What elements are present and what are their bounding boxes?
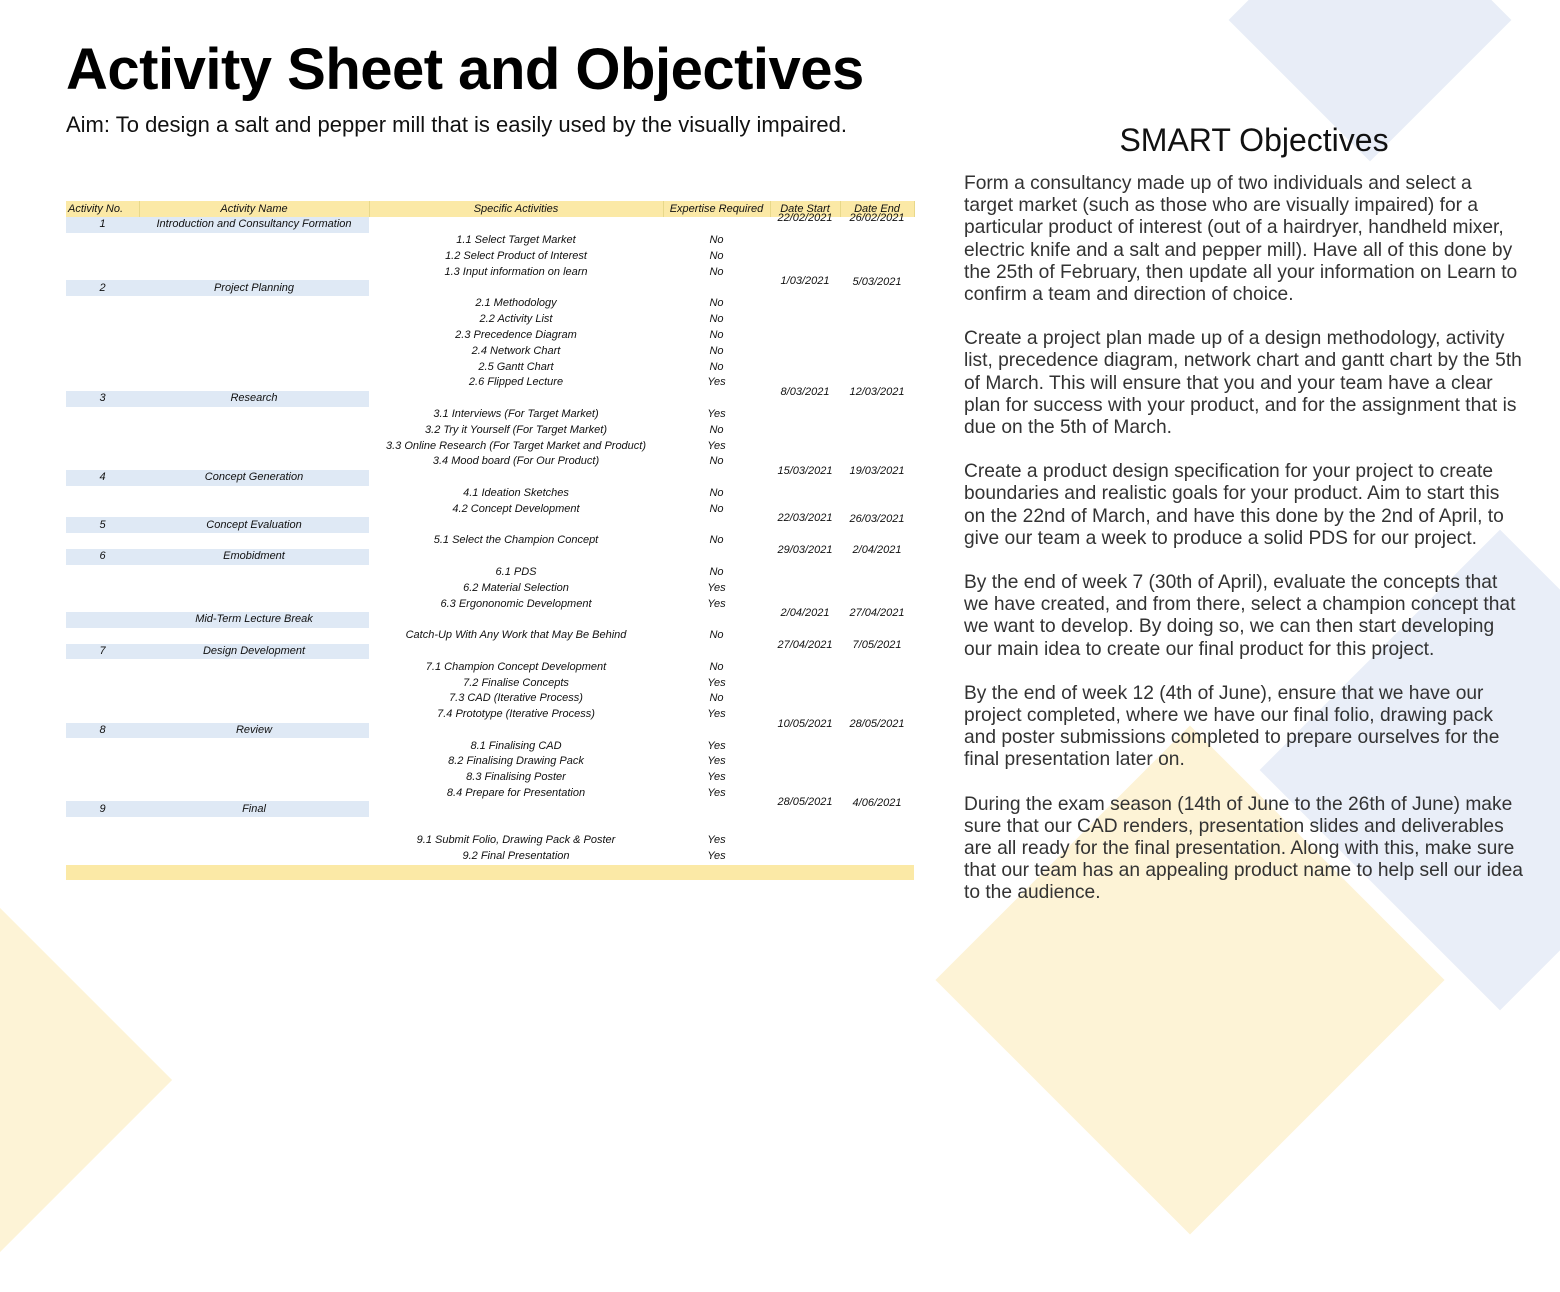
- task-expertise: Yes: [707, 439, 726, 452]
- aim-statement: Aim: To design a salt and pepper mill that is easily used by the visually impaired.: [66, 112, 847, 137]
- task-name: 1.2 Select Product of Interest: [445, 249, 587, 262]
- empty-cell: [139, 533, 369, 549]
- empty-cell: [66, 438, 139, 454]
- empty-cell: [770, 312, 840, 328]
- smart-heading: SMART Objectives: [1119, 122, 1389, 158]
- empty-cell: [139, 312, 369, 328]
- activity-name: Mid-Term Lecture Break: [139, 612, 369, 628]
- empty-cell: [663, 517, 770, 533]
- empty-cell: [139, 328, 369, 344]
- empty-cell: [66, 249, 139, 265]
- empty-cell: [139, 296, 369, 312]
- empty-cell: [770, 296, 840, 312]
- empty-cell: [139, 786, 369, 802]
- activity-table: [66, 201, 915, 865]
- task-name: 2.2 Activity List: [479, 313, 553, 326]
- empty-cell: [66, 628, 139, 644]
- task-row: [66, 659, 914, 675]
- empty-cell: [66, 659, 139, 675]
- empty-cell: [663, 549, 770, 565]
- empty-cell: [66, 565, 139, 581]
- activity-number: 6: [66, 549, 139, 565]
- task-name: 8.1 Finalising CAD: [470, 739, 562, 752]
- empty-cell: [840, 675, 914, 691]
- empty-cell: [66, 580, 139, 596]
- empty-cell: [840, 770, 914, 786]
- activity-row: [66, 644, 914, 660]
- task-expertise: No: [709, 565, 724, 578]
- date-end: 26/02/2021: [849, 212, 905, 225]
- task-expertise: Yes: [707, 834, 726, 847]
- empty-cell: [770, 422, 840, 438]
- activity-name: Introduction and Consultancy Formation: [139, 217, 369, 233]
- activity-name: Concept Generation: [139, 470, 369, 486]
- task-expertise: Yes: [707, 787, 726, 800]
- task-expertise: Yes: [707, 850, 726, 863]
- empty-cell: [770, 691, 840, 707]
- task-name: 8.4 Prepare for Presentation: [446, 787, 586, 800]
- empty-cell: [66, 786, 139, 802]
- task-name: 8.3 Finalising Poster: [466, 771, 566, 784]
- empty-cell: [770, 817, 840, 833]
- task-expertise: No: [709, 660, 724, 673]
- empty-cell: [840, 754, 914, 770]
- empty-cell: [663, 470, 770, 486]
- empty-cell: [66, 675, 139, 691]
- activity-name: Final: [139, 801, 369, 817]
- smart-paragraph: Create a product design specification for your project to create boundaries and realistic goals for your product. Aim to start this on the 22nd of March, and have this done by the 2nd of April, to give our team a week to produce a solid PDS for our project.: [964, 461, 1504, 549]
- activity-number: 3: [66, 391, 139, 407]
- task-name: 6.1 PDS: [495, 565, 537, 578]
- activity-sheet: [66, 201, 914, 880]
- date-end: 27/04/2021: [849, 607, 905, 620]
- empty-cell: [369, 723, 663, 739]
- empty-cell: [840, 422, 914, 438]
- task-expertise: Yes: [707, 739, 726, 752]
- header-activity-name: Activity Name: [139, 201, 369, 217]
- task-row: [66, 359, 914, 375]
- empty-cell: [139, 754, 369, 770]
- empty-cell: [840, 565, 914, 581]
- task-name: Catch-Up With Any Work that May Be Behind: [405, 629, 627, 642]
- empty-cell: [139, 849, 369, 865]
- empty-cell: [369, 817, 663, 833]
- activity-row: [66, 470, 914, 486]
- activity-name: Review: [139, 723, 369, 739]
- empty-cell: [139, 343, 369, 359]
- task-name: 1.1 Select Target Market: [456, 234, 576, 247]
- empty-cell: [139, 249, 369, 265]
- empty-cell: [66, 533, 139, 549]
- activity-row: [66, 217, 914, 233]
- task-expertise: No: [709, 629, 724, 642]
- activity-number: 1: [66, 217, 139, 233]
- empty-cell: [139, 628, 369, 644]
- empty-cell: [840, 233, 914, 249]
- activity-name: Project Planning: [139, 280, 369, 296]
- task-expertise: No: [709, 455, 724, 468]
- date-start: 10/05/2021: [777, 717, 833, 730]
- empty-cell: [369, 517, 663, 533]
- empty-cell: [66, 454, 139, 470]
- date-start: 27/04/2021: [777, 638, 833, 651]
- empty-cell: [139, 770, 369, 786]
- task-row: [66, 486, 914, 502]
- empty-cell: [840, 817, 914, 833]
- task-expertise: No: [709, 344, 724, 357]
- task-name: 7.2 Finalise Concepts: [463, 676, 569, 689]
- task-name: 7.4 Prototype (Iterative Process): [437, 708, 595, 721]
- task-name: 3.3 Online Research (For Target Market and Product): [385, 439, 647, 452]
- empty-cell: [66, 817, 139, 833]
- empty-cell: [139, 438, 369, 454]
- empty-cell: [663, 391, 770, 407]
- empty-cell: [770, 738, 840, 754]
- empty-cell: [139, 707, 369, 723]
- smart-paragraph: Form a consultancy made up of two individuals and select a target market (such as those who are visually impaired) for a particular product of interest (out of a hairdryer, handheld mixer, electric knife and a salt and pepper mill). Have all of this done by the 25th of February, then update all your information on Learn to confirm a team and direction of choice.: [964, 173, 1518, 306]
- activity-number: 4: [66, 470, 139, 486]
- empty-cell: [139, 454, 369, 470]
- empty-cell: [66, 501, 139, 517]
- empty-cell: [770, 675, 840, 691]
- empty-cell: [770, 233, 840, 249]
- date-start: 22/02/2021: [777, 212, 833, 224]
- date-end: 2/04/2021: [852, 544, 902, 557]
- empty-cell: [770, 343, 840, 359]
- empty-cell: [66, 691, 139, 707]
- task-name: 1.3 Input information on learn: [444, 265, 588, 278]
- smart-objectives-panel: [964, 122, 1524, 927]
- task-row: [66, 343, 914, 359]
- task-name: 3.4 Mood board (For Our Product): [432, 455, 600, 468]
- empty-cell: [66, 596, 139, 612]
- date-end: 7/05/2021: [852, 638, 902, 651]
- task-row: [66, 565, 914, 581]
- task-expertise: Yes: [707, 407, 726, 420]
- header-expertise-required: Expertise Required: [663, 201, 770, 217]
- empty-cell: [139, 580, 369, 596]
- task-name: 2.1 Methodology: [475, 297, 557, 310]
- empty-cell: [369, 280, 663, 296]
- date-end: 26/03/2021: [849, 512, 905, 525]
- empty-cell: [139, 691, 369, 707]
- task-row: [66, 296, 914, 312]
- task-name: 4.1 Ideation Sketches: [463, 486, 569, 499]
- task-name: 3.2 Try it Yourself (For Target Market): [425, 423, 607, 436]
- page-title: Activity Sheet and Objectives: [66, 37, 864, 102]
- activity-row: [66, 391, 914, 407]
- empty-cell: [139, 659, 369, 675]
- task-expertise: Yes: [707, 376, 726, 389]
- empty-cell: [139, 738, 369, 754]
- empty-cell: [66, 770, 139, 786]
- empty-cell: [66, 233, 139, 249]
- task-row: [66, 312, 914, 328]
- date-start: 22/03/2021: [777, 512, 833, 525]
- task-row: [66, 328, 914, 344]
- date-start: 1/03/2021: [780, 275, 830, 288]
- task-expertise: No: [709, 328, 724, 341]
- smart-paragraph: Create a project plan made up of a design methodology, activity list, precedence diagram, network chart and gantt chart by the 5th of March. This will ensure that you and your team have a clear plan for success with your product, and for the assignment that is due on the 5th of March.: [964, 328, 1522, 439]
- empty-cell: [840, 407, 914, 423]
- task-row: [66, 580, 914, 596]
- empty-cell: [840, 833, 914, 849]
- activity-number: [66, 612, 139, 628]
- empty-cell: [139, 501, 369, 517]
- empty-cell: [663, 280, 770, 296]
- empty-cell: [770, 849, 840, 865]
- task-name: 2.3 Precedence Diagram: [455, 328, 577, 341]
- task-row: [66, 754, 914, 770]
- task-name: 9.1 Submit Folio, Drawing Pack & Poster: [416, 834, 616, 847]
- task-name: 8.2 Finalising Drawing Pack: [448, 755, 584, 768]
- task-name: 2.6 Flipped Lecture: [468, 376, 564, 389]
- empty-cell: [369, 391, 663, 407]
- empty-cell: [663, 612, 770, 628]
- task-expertise: No: [709, 265, 724, 278]
- empty-cell: [770, 659, 840, 675]
- activity-row: [66, 723, 914, 739]
- empty-cell: [663, 817, 770, 833]
- task-row: [66, 738, 914, 754]
- activity-name: Research: [139, 391, 369, 407]
- empty-cell: [369, 612, 663, 628]
- smart-paragraph: During the exam season (14th of June to the 26th of June) make sure that our CAD renders, presentation slides and deliverables are all ready for the final presentation. Along with this, make sure that our team has an appealing product name to help sell our idea to the audience.: [964, 793, 1523, 904]
- task-expertise: Yes: [707, 676, 726, 689]
- activity-number: 5: [66, 517, 139, 533]
- task-name: 2.5 Gantt Chart: [478, 360, 554, 373]
- empty-cell: [139, 422, 369, 438]
- activity-row: [66, 549, 914, 565]
- activity-row: [66, 612, 914, 628]
- empty-cell: [770, 833, 840, 849]
- empty-cell: [770, 770, 840, 786]
- task-expertise: Yes: [707, 597, 726, 610]
- empty-cell: [770, 359, 840, 375]
- task-expertise: No: [709, 249, 724, 262]
- empty-cell: [66, 375, 139, 391]
- task-row: [66, 438, 914, 454]
- task-expertise: No: [709, 502, 724, 515]
- task-expertise: Yes: [707, 771, 726, 784]
- activity-number: 2: [66, 280, 139, 296]
- empty-cell: [663, 801, 770, 817]
- empty-cell: [840, 296, 914, 312]
- task-name: 5.1 Select the Champion Concept: [433, 534, 599, 547]
- activity-name: Design Development: [139, 644, 369, 660]
- empty-cell: [840, 691, 914, 707]
- date-start: 8/03/2021: [780, 385, 830, 398]
- empty-cell: [139, 565, 369, 581]
- task-name: 2.4 Network Chart: [471, 344, 561, 357]
- empty-cell: [66, 833, 139, 849]
- empty-cell: [66, 359, 139, 375]
- empty-cell: [840, 328, 914, 344]
- empty-cell: [66, 707, 139, 723]
- date-end: 4/06/2021: [852, 796, 902, 809]
- date-start: 29/03/2021: [777, 543, 833, 556]
- empty-cell: [66, 296, 139, 312]
- task-expertise: No: [709, 486, 724, 499]
- date-start: 15/03/2021: [777, 464, 833, 477]
- task-expertise: Yes: [707, 581, 726, 594]
- smart-paragraph: By the end of week 7 (30th of April), evaluate the concepts that we have created, and from there, select a champion concept that we want to develop. By doing so, we can then start developing our main idea to create our final product for this project.: [964, 572, 1516, 660]
- empty-cell: [66, 738, 139, 754]
- task-row: [66, 422, 914, 438]
- activity-table-body: [66, 212, 914, 865]
- empty-cell: [369, 470, 663, 486]
- empty-cell: [840, 580, 914, 596]
- task-row: [66, 691, 914, 707]
- empty-cell: [139, 375, 369, 391]
- activity-row: [66, 517, 914, 533]
- empty-cell: [770, 754, 840, 770]
- task-name: 6.2 Material Selection: [463, 581, 569, 594]
- empty-cell: [770, 249, 840, 265]
- activity-row: [66, 801, 914, 817]
- task-row: [66, 407, 914, 423]
- spacer-row: [66, 817, 914, 833]
- empty-cell: [840, 312, 914, 328]
- activity-row: [66, 280, 914, 296]
- task-row: [66, 833, 914, 849]
- empty-cell: [840, 359, 914, 375]
- empty-cell: [139, 359, 369, 375]
- activity-name: Emobidment: [139, 549, 369, 565]
- header-date-end: Date End: [840, 201, 914, 217]
- empty-cell: [66, 343, 139, 359]
- empty-cell: [66, 407, 139, 423]
- task-name: 3.1 Interviews (For Target Market): [433, 407, 599, 420]
- empty-cell: [66, 422, 139, 438]
- empty-cell: [369, 217, 663, 233]
- empty-cell: [663, 723, 770, 739]
- empty-cell: [840, 438, 914, 454]
- task-name: 7.3 CAD (Iterative Process): [449, 692, 583, 705]
- empty-cell: [139, 833, 369, 849]
- date-end: 12/03/2021: [849, 386, 905, 399]
- empty-cell: [66, 849, 139, 865]
- empty-cell: [139, 596, 369, 612]
- task-expertise: No: [709, 313, 724, 326]
- task-expertise: Yes: [707, 755, 726, 768]
- task-expertise: No: [709, 534, 724, 547]
- empty-cell: [139, 675, 369, 691]
- activity-number: 7: [66, 644, 139, 660]
- date-start: 2/04/2021: [780, 606, 830, 619]
- table-footer-bar: [66, 865, 914, 880]
- task-name: 4.2 Concept Development: [452, 502, 580, 515]
- empty-cell: [770, 328, 840, 344]
- task-row: [66, 770, 914, 786]
- empty-cell: [770, 580, 840, 596]
- empty-cell: [770, 565, 840, 581]
- header-date-start: Date Start: [770, 201, 840, 217]
- empty-cell: [770, 486, 840, 502]
- activity-number: 8: [66, 723, 139, 739]
- empty-cell: [369, 801, 663, 817]
- empty-cell: [840, 343, 914, 359]
- empty-cell: [840, 738, 914, 754]
- task-name: 9.2 Final Presentation: [462, 850, 570, 863]
- empty-cell: [770, 438, 840, 454]
- empty-cell: [139, 264, 369, 280]
- task-row: [66, 675, 914, 691]
- empty-cell: [66, 328, 139, 344]
- task-row: [66, 233, 914, 249]
- date-end: 5/03/2021: [852, 275, 902, 288]
- task-expertise: No: [709, 297, 724, 310]
- task-row: [66, 249, 914, 265]
- empty-cell: [840, 849, 914, 865]
- header-specific-activities: Specific Activities: [369, 201, 663, 217]
- empty-cell: [840, 659, 914, 675]
- activity-number: 9: [66, 801, 139, 817]
- task-expertise: No: [709, 234, 724, 247]
- task-name: 6.3 Ergononomic Development: [440, 597, 592, 610]
- empty-cell: [840, 249, 914, 265]
- task-expertise: Yes: [707, 708, 726, 721]
- activity-name: Concept Evaluation: [139, 517, 369, 533]
- task-row: [66, 849, 914, 865]
- empty-cell: [840, 486, 914, 502]
- task-name: 7.1 Champion Concept Development: [425, 660, 607, 673]
- date-end: 19/03/2021: [849, 465, 905, 478]
- task-expertise: No: [709, 360, 724, 373]
- empty-cell: [66, 312, 139, 328]
- empty-cell: [369, 644, 663, 660]
- empty-cell: [139, 233, 369, 249]
- empty-cell: [663, 217, 770, 233]
- smart-paragraph: By the end of week 12 (4th of June), ensure that we have our project completed, where we have our final folio, drawing pack and poster submissions completed to prepare ourselves for the final presentation later on.: [964, 682, 1500, 771]
- header-activity-no: Activity No.: [66, 201, 139, 217]
- empty-cell: [66, 486, 139, 502]
- date-start: 28/05/2021: [777, 796, 833, 809]
- task-expertise: No: [709, 692, 724, 705]
- empty-cell: [139, 407, 369, 423]
- empty-cell: [139, 486, 369, 502]
- empty-cell: [66, 264, 139, 280]
- empty-cell: [369, 549, 663, 565]
- task-expertise: No: [709, 423, 724, 436]
- empty-cell: [66, 754, 139, 770]
- empty-cell: [139, 817, 369, 833]
- empty-cell: [770, 407, 840, 423]
- empty-cell: [663, 644, 770, 660]
- date-end: 28/05/2021: [849, 717, 905, 730]
